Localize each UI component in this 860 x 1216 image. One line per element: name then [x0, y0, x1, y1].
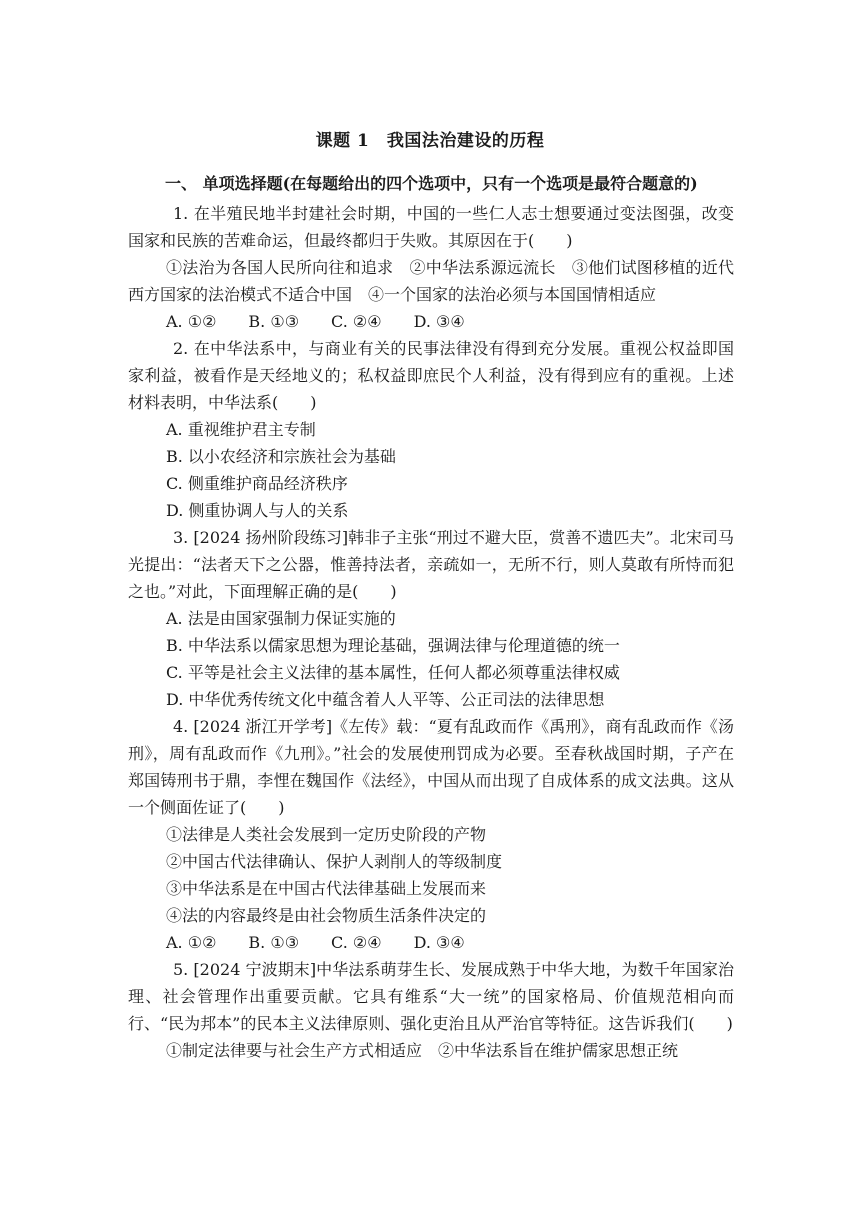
choice-a[interactable]: A. ①② [166, 312, 217, 331]
question-4-choices [128, 929, 734, 956]
question-3-stem: 3. [2024 扬州阶段练习]韩非子主张“刑过不避大臣，赏善不遗匹夫”。北宋司马光提出：“法者天下之公器，惟善持法者，亲疏如一，无所不行，则人莫敢有所恃而犯之也。”对此，下面理解正确的是( ) [128, 528, 734, 601]
choice-a[interactable]: A. ①② [166, 933, 217, 952]
choice-c[interactable]: C. ②④ [331, 312, 382, 331]
question-3-option-d[interactable]: D. 中华优秀传统文化中蕴含着人人平等、公正司法的法律思想 [166, 690, 605, 709]
question-1-choices [128, 308, 734, 335]
choice-c[interactable]: C. ②④ [331, 933, 382, 952]
question-4-statement-4: ④法的内容最终是由社会物质生活条件决定的 [166, 906, 487, 925]
question-3-option-a[interactable]: A. 法是由国家强制力保证实施的 [166, 609, 396, 628]
choice-b[interactable]: B. ①③ [248, 312, 300, 331]
choice-d[interactable]: D. ③④ [413, 312, 465, 331]
question-3-option-b[interactable]: B. 中华法系以儒家思想为理论基础，强调法律与伦理道德的统一 [166, 636, 620, 655]
question-5-stem: 5. [2024 宁波期末]中华法系萌芽生长、发展成熟于中华大地，为数千年国家治理、社会管理作出重要贡献。它具有维系“大一统”的国家格局、价值规范相向而行、“民为邦本”的民本主义法律原则、强化吏治且从严治官等特征。这告诉我们( ) [128, 960, 734, 1033]
page-title: 课题 1 我国法治建设的历程 [315, 131, 545, 151]
question-1-statements: ①法治为各国人民所向往和追求 ②中华法系源远流长 ③他们试图移植的近代西方国家的法治模式不适合中国 ④一个国家的法治必须与本国国情相适应 [128, 258, 734, 304]
question-list [128, 200, 734, 1064]
question-2-stem: 2. 在中华法系中，与商业有关的民事法律没有得到充分发展。重视公权益即国家利益，被看作是天经地义的；私权益即庶民个人利益，没有得到应有的重视。上述材料表明，中华法系( ) [128, 339, 734, 412]
question-4-stem: 4. [2024 浙江开学考]《左传》载：“夏有乱政而作《禹刑》，商有乱政而作《汤刑》，周有乱政而作《九刑》。”社会的发展使刑罚成为必要。至春秋战国时期，子产在郑国铸刑书于鼎，李悝在魏国作《法经》，中国从而出现了自成体系的成文法典。这从一个侧面佐证了( ) [128, 717, 734, 817]
section-heading: 一、 单项选择题(在每题给出的四个选项中，只有一个选项是最符合题意的) [165, 174, 698, 193]
question-1-stem: 1. 在半殖民地半封建社会时期，中国的一些仁人志士想要通过变法图强，改变国家和民族的苦难命运，但最终都归于失败。其原因在于( ) [128, 204, 734, 250]
question-2-option-c[interactable]: C. 侧重维护商品经济秩序 [166, 474, 348, 493]
question-2-option-b[interactable]: B. 以小农经济和宗族社会为基础 [166, 447, 396, 466]
choice-b[interactable]: B. ①③ [248, 933, 300, 952]
choice-d[interactable]: D. ③④ [413, 933, 465, 952]
question-2-option-a[interactable]: A. 重视维护君主专制 [166, 420, 316, 439]
question-3-option-c[interactable]: C. 平等是社会主义法律的基本属性，任何人都必须尊重法律权威 [166, 663, 620, 682]
question-4-statement-2: ②中国古代法律确认、保护人剥削人的等级制度 [166, 852, 503, 871]
question-2-option-d[interactable]: D. 侧重协调人与人的关系 [166, 501, 349, 520]
question-4-statement-1: ①法律是人类社会发展到一定历史阶段的产物 [166, 825, 487, 844]
question-5-statements: ①制定法律要与社会生产方式相适应 ②中华法系旨在维护儒家思想正统 [166, 1041, 679, 1060]
question-4-statement-3: ③中华法系是在中国古代法律基础上发展而来 [166, 879, 487, 898]
